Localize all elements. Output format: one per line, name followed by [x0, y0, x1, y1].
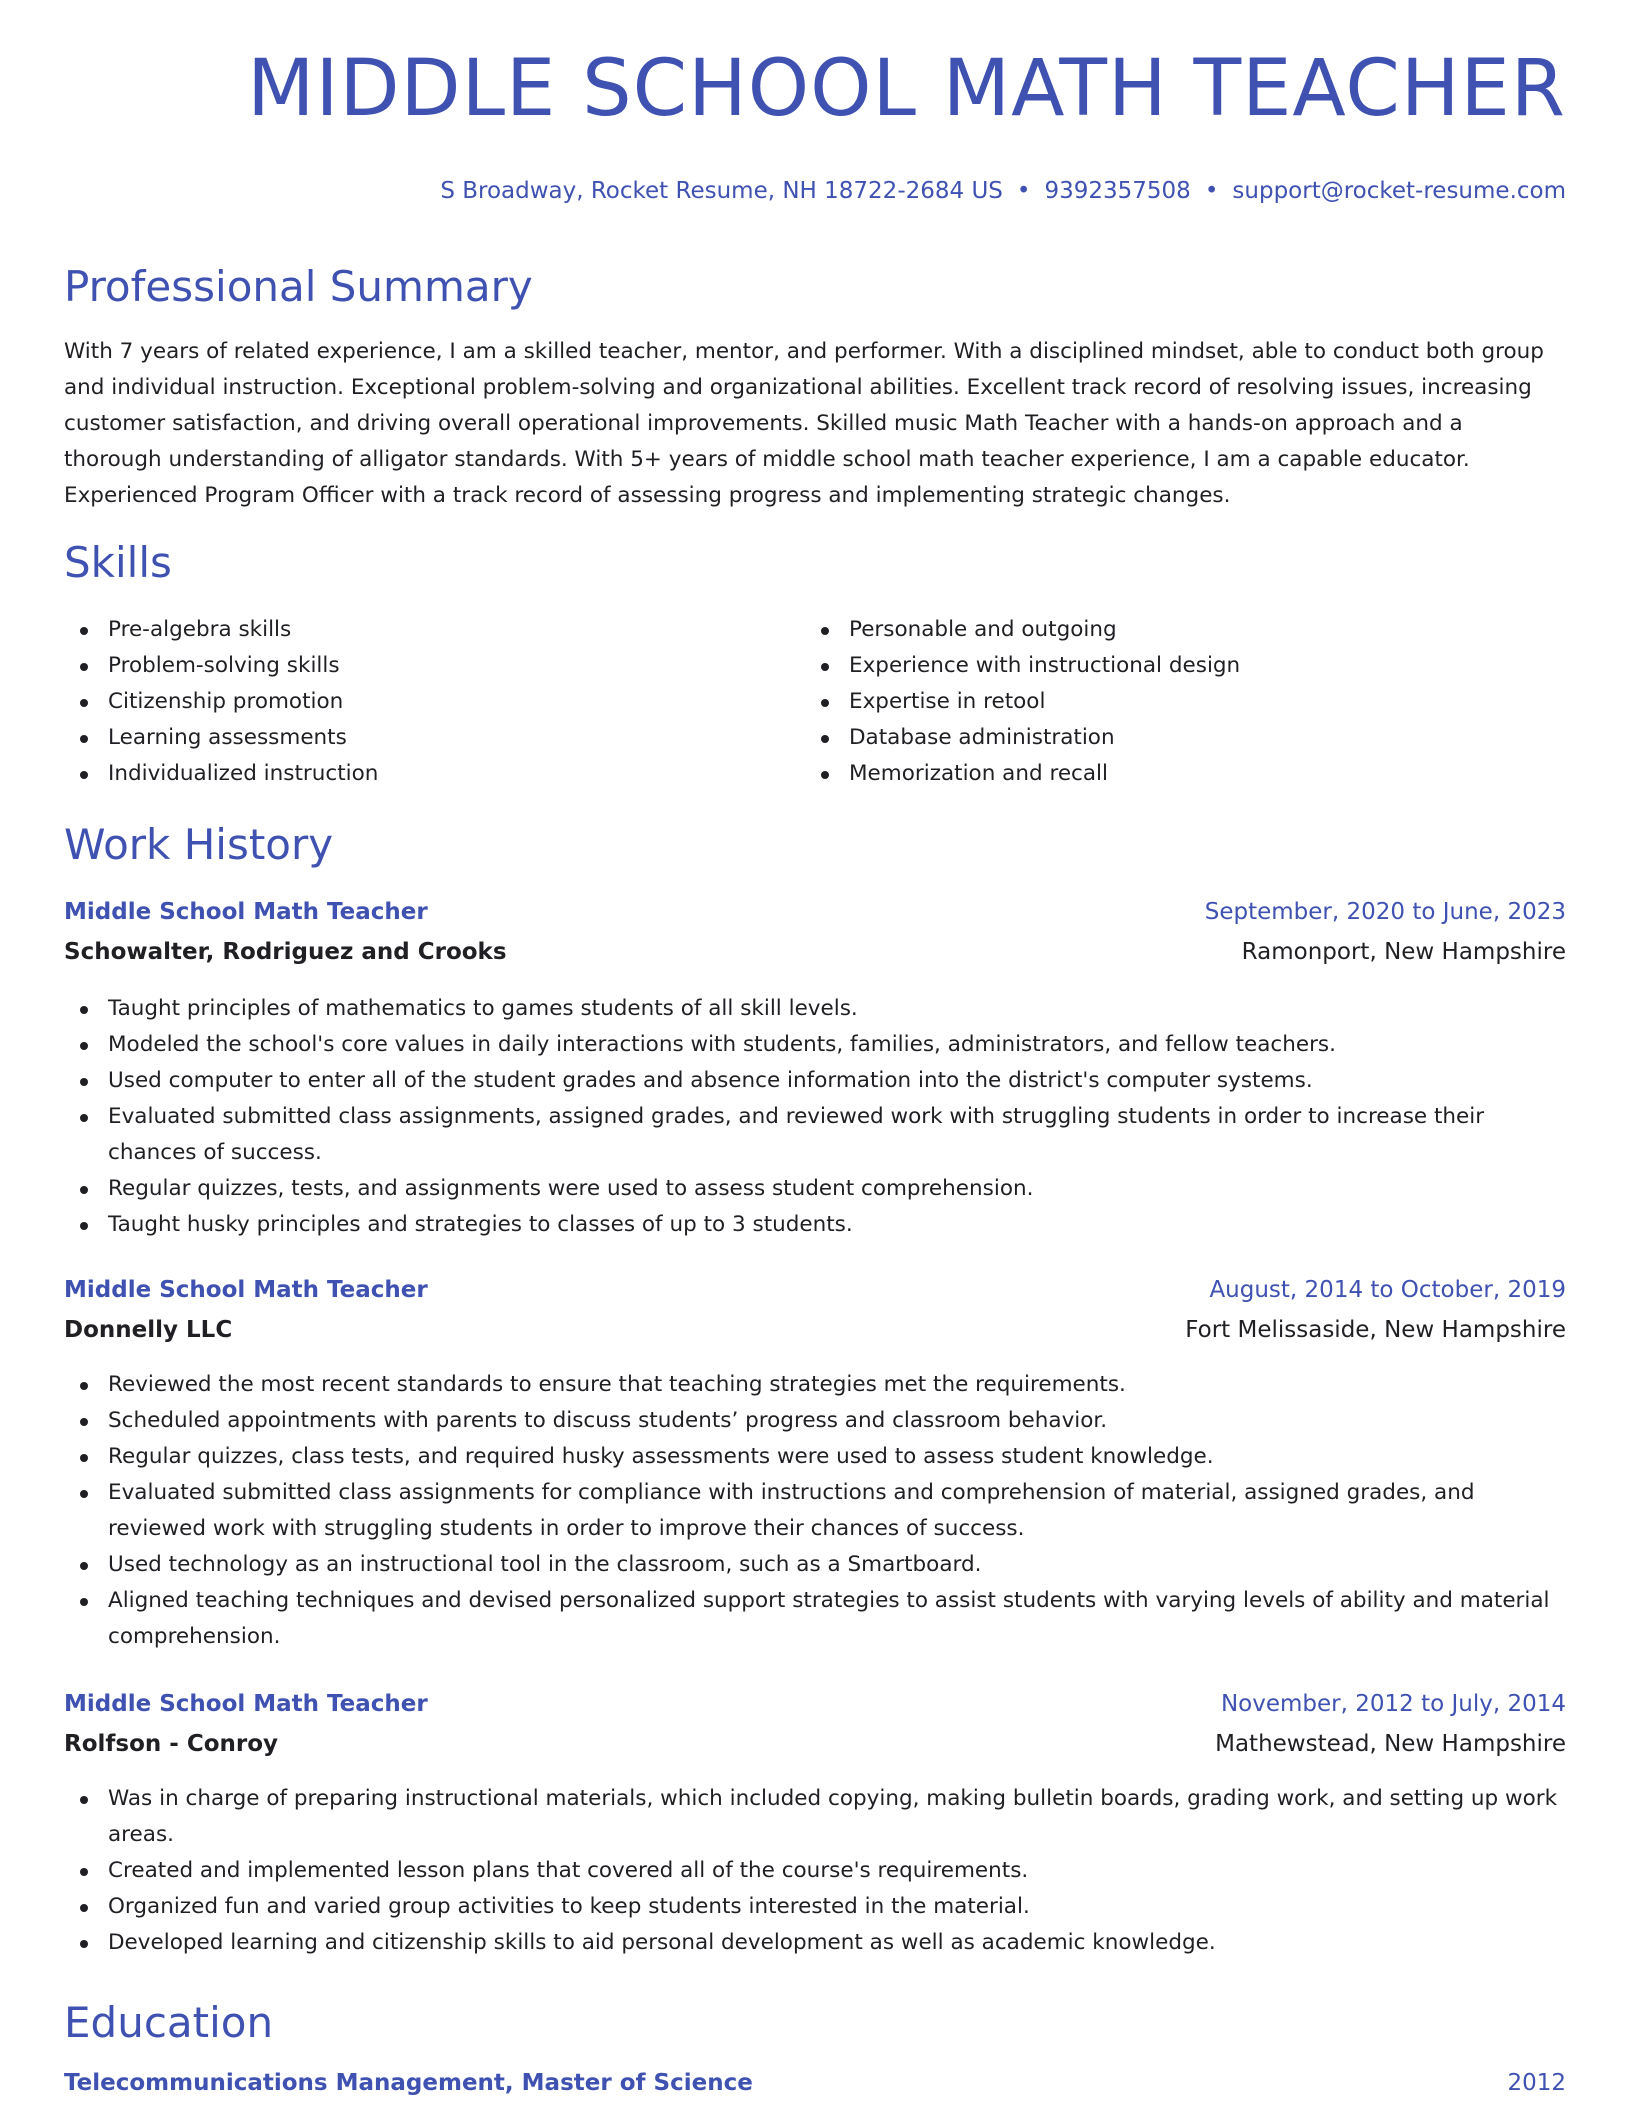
job-entry [64, 1691, 1566, 1961]
job-title: Middle School Math Teacher [64, 899, 428, 925]
resume-title: MIDDLE SCHOOL MATH TEACHER [247, 44, 1566, 134]
duty-item: Regular quizzes, tests, and assignments were used to assess student comprehension. [64, 1171, 1566, 1207]
duty-item: Evaluated submitted class assignments, assigned grades, and reviewed work with struggling students in order to increase their chances of success. [64, 1099, 1566, 1171]
skill-item: Expertise in retool [805, 684, 1240, 720]
skills-list-left [64, 612, 378, 792]
job-company: Donnelly LLC [64, 1317, 233, 1343]
duty-item: Evaluated submitted class assignments for compliance with instructions and comprehension of material, assigned grades, and reviewed work with struggling students in order to improve their chances of success. [64, 1475, 1566, 1547]
skill-item: Problem-solving skills [64, 648, 378, 684]
contact-address: S Broadway, Rocket Resume, NH 18722-2684 US [440, 178, 1003, 204]
job-duties [64, 1367, 1566, 1655]
duty-item: Taught principles of mathematics to games students of all skill levels. [64, 991, 1566, 1027]
job-entry [64, 899, 1566, 1243]
duty-item: Used computer to enter all of the student grades and absence information into the district's computer systems. [64, 1063, 1566, 1099]
skill-item: Learning assessments [64, 720, 378, 756]
education-heading: Education [64, 1998, 274, 2047]
education-entry [64, 2070, 1566, 2104]
job-location: Ramonport, New Hampshire [1241, 939, 1566, 965]
duty-item: Modeled the school's core values in daily interactions with students, families, administrators, and fellow teachers. [64, 1027, 1566, 1063]
job-title: Middle School Math Teacher [64, 1691, 428, 1717]
skill-item: Pre-algebra skills [64, 612, 378, 648]
job-dates: September, 2020 to June, 2023 [1204, 899, 1566, 925]
job-company: Rolfson - Conroy [64, 1731, 279, 1757]
summary-heading: Professional Summary [64, 262, 533, 311]
duty-item: Regular quizzes, class tests, and required husky assessments were used to assess student knowledge. [64, 1439, 1566, 1475]
skill-item: Experience with instructional design [805, 648, 1240, 684]
skills-list-right [805, 612, 1240, 792]
work-history-heading: Work History [64, 820, 334, 869]
duty-item: Organized fun and varied group activities to keep students interested in the material. [64, 1889, 1566, 1925]
skill-item: Memorization and recall [805, 756, 1240, 792]
duty-item: Used technology as an instructional tool in the classroom, such as a Smartboard. [64, 1547, 1566, 1583]
skill-item: Citizenship promotion [64, 684, 378, 720]
education-degree: Telecommunications Management, Master of Science [64, 2070, 753, 2096]
skill-item: Personable and outgoing [805, 612, 1240, 648]
duty-item: Scheduled appointments with parents to discuss students’ progress and classroom behavior. [64, 1403, 1566, 1439]
job-location: Mathewstead, New Hampshire [1215, 1731, 1566, 1757]
education-year: 2012 [1507, 2070, 1566, 2096]
contact-separator: • [1204, 178, 1219, 204]
job-entry [64, 1277, 1566, 1655]
job-dates: November, 2012 to July, 2014 [1220, 1691, 1566, 1717]
job-title: Middle School Math Teacher [64, 1277, 428, 1303]
job-company: Schowalter, Rodriguez and Crooks [64, 939, 507, 965]
duty-item: Was in charge of preparing instructional materials, which included copying, making bulletin boards, grading work, and setting up work areas. [64, 1781, 1566, 1853]
skill-item: Database administration [805, 720, 1240, 756]
duty-item: Created and implemented lesson plans that covered all of the course's requirements. [64, 1853, 1566, 1889]
job-location: Fort Melissaside, New Hampshire [1185, 1317, 1566, 1343]
job-duties [64, 991, 1566, 1243]
job-dates: August, 2014 to October, 2019 [1209, 1277, 1566, 1303]
contact-email: support@rocket-resume.com [1232, 178, 1566, 204]
contact-phone: 9392357508 [1044, 178, 1191, 204]
summary-text: With 7 years of related experience, I am a skilled teacher, mentor, and performer. With a disciplined mindset, able to conduct both group and individual instruction. Exceptional problem-solving and organizational abilities. Excellent track record of resolving issues, increasing customer satisfaction, and driving overall operational improvements. Skilled music Math Teacher with a hands-on approach and a thorough understanding of alligator standards. With 5+ years of middle school math teacher experience, I am a capable educator. Experienced Program Officer with a track record of assessing progress and implementing strategic changes. [64, 339, 1544, 508]
duty-item: Developed learning and citizenship skills to aid personal development as well as academic knowledge. [64, 1925, 1566, 1961]
skill-item: Individualized instruction [64, 756, 378, 792]
contact-line [440, 180, 1566, 203]
duty-item: Taught husky principles and strategies to classes of up to 3 students. [64, 1207, 1566, 1243]
duty-item: Reviewed the most recent standards to ensure that teaching strategies met the requirements. [64, 1367, 1566, 1403]
duty-item: Aligned teaching techniques and devised personalized support strategies to assist students with varying levels of ability and material comprehension. [64, 1583, 1566, 1655]
job-duties [64, 1781, 1566, 1961]
skills-heading: Skills [64, 538, 172, 587]
contact-separator: • [1016, 178, 1031, 204]
